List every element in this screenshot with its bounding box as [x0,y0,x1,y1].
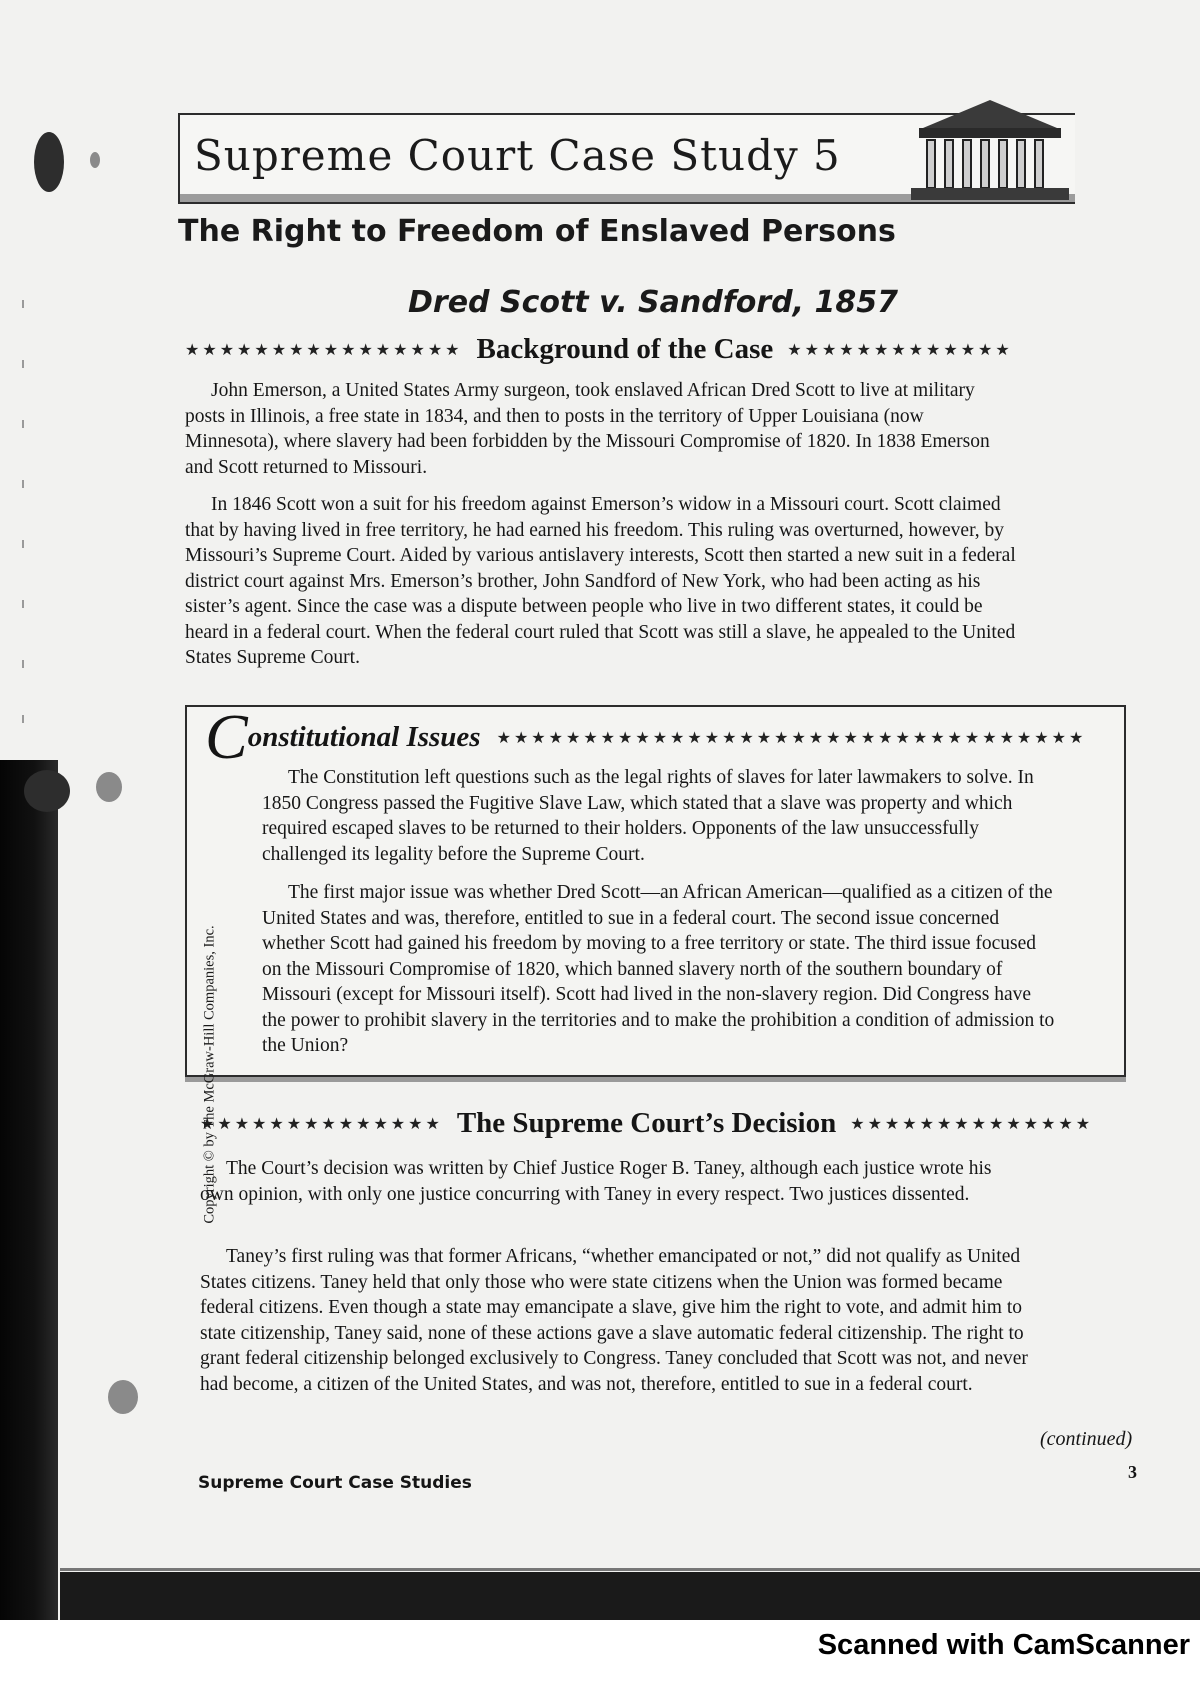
scan-bottom-edge-line [60,1568,1200,1571]
background-paragraph: In 1846 Scott won a suit for his freedom against Emerson’s widow in a Missouri court. Scott claimed that by having lived in free territory, he had earned his freedom. This ruling was overturned, however, by Missouri’s Supreme Court. Aided by various antislavery interests, Scott then started a new suit in a federal district court against Mrs. Emerson’s brother, John Sandford of New York, who had been acting as his sister’s agent. Since the case was a dispute between people who live in two different states, it could be heard in a federal court. When the federal court ruled that Scott was still a slave, he appealed to the United States Supreme Court. [185,494,1016,668]
constitutional-paragraph: The Constitution left questions such as the legal rights of slaves for later lawmakers to solve. In 1850 Congress passed the Fugitive Slave Law, which stated that a slave was property and which required escaped slaves to be returned to their holders. Opponents of the law unsuccessfully challenged its legality before the Supreme Court. [262,767,1034,865]
constitutional-paragraph: The first major issue was whether Dred Scott—an African American—qualified as a citizen of the United States and was, therefore, entitled to sue in a federal court. The second issue concerned whether Scott had gained his freedom by moving to a free territory or state. The third issue focused on the Missouri Compromise of 1820, which banned slavery north of the southern boundary of Missouri (except for Missouri itself). Scott had lived in the non-slavery region. Did Congress have the power to prohibit slavery in the territories and to make the prohibition a condition of admission to the Union? [262,882,1055,1056]
star-rule-icon: ★★★★★★★★★★★★★★ [200,1114,443,1133]
margin-mark [22,480,24,488]
background-heading-rule [185,333,1013,366]
star-rule-icon: ★★★★★★★★★★★★★★★★★★★★★★★★★★★★★★★★★★ [496,727,1087,747]
background-heading: Background of the Case [476,333,774,365]
case-name: Dred Scott v. Sandford, 1857 [408,285,898,320]
decision-paragraph: The Court’s decision was written by Chief Justice Roger B. Taney, although each justice wrote his own opinion, with only one justice concurring with Taney in every respect. Two justices dissented. [200,1158,992,1205]
background-paragraph: John Emerson, a United States Army surgeon, took enslaved African Dred Scott to live at military posts in Illinois, a free state in 1834, and then to posts in the territory of Upper Louisiana (now Minnesota), where slavery had been forbidden by the Missouri Compromise of 1820. In 1838 Emerson and Scott returned to Missouri. [185,380,990,478]
constitutional-issues-heading [205,701,1087,772]
margin-mark [22,715,24,723]
camscanner-watermark: Scanned with CamScanner [817,1629,1190,1661]
case-title: Supreme Court Case Study 5 [194,131,841,180]
star-rule-icon: ★★★★★★★★★★★★★ [787,340,1013,359]
binder-hole-middle [24,770,70,812]
binder-hole-top-shadow [90,152,100,168]
scan-edge-shadow [0,760,58,1620]
decision-heading-rule [200,1107,1093,1140]
constitutional-heading: onstitutional Issues [247,720,481,753]
decision-heading: The Supreme Court’s Decision [456,1107,837,1139]
scan-bottom-edge [60,1572,1200,1620]
star-rule-icon: ★★★★★★★★★★★★★★★★ [185,340,463,359]
margin-mark [22,660,24,668]
continued-note: (continued) [1040,1428,1133,1450]
binder-hole-top [34,132,64,192]
margin-mark [22,300,24,308]
copyright-notice: Copyright © by The McGraw-Hill Companies, Inc. [201,925,218,1224]
main-title: The Right to Freedom of Enslaved Persons [178,214,896,249]
decision-paragraph: Taney’s first ruling was that former Africans, “whether emancipated or not,” did not qualify as United States citizens. Taney held that only those who were state citizens when the Union was formed became federal citizens. Even though a state may emancipate a slave, give him the right to vote, and admit him to state citizenship, Taney said, none of these actions gave a slave automatic federal citizenship. The right to grant federal citizenship belonged exclusively to Congress. Taney concluded that Scott was not, and never had become, a citizen of the United States, and was not, therefore, entitled to sue in a federal court. [200,1246,1028,1395]
footer-label: Supreme Court Case Studies [198,1473,472,1493]
supreme-court-building-icon [905,98,1075,202]
margin-mark [22,540,24,548]
star-rule-icon: ★★★★★★★★★★★★★★ [850,1114,1094,1133]
page-number: 3 [1128,1462,1137,1482]
margin-mark [22,360,24,368]
constitutional-initial: C [205,701,248,772]
binder-hole-middle-shadow [96,772,122,802]
margin-mark [22,420,24,428]
margin-mark [22,600,24,608]
binder-hole-bottom-shadow [108,1380,138,1414]
